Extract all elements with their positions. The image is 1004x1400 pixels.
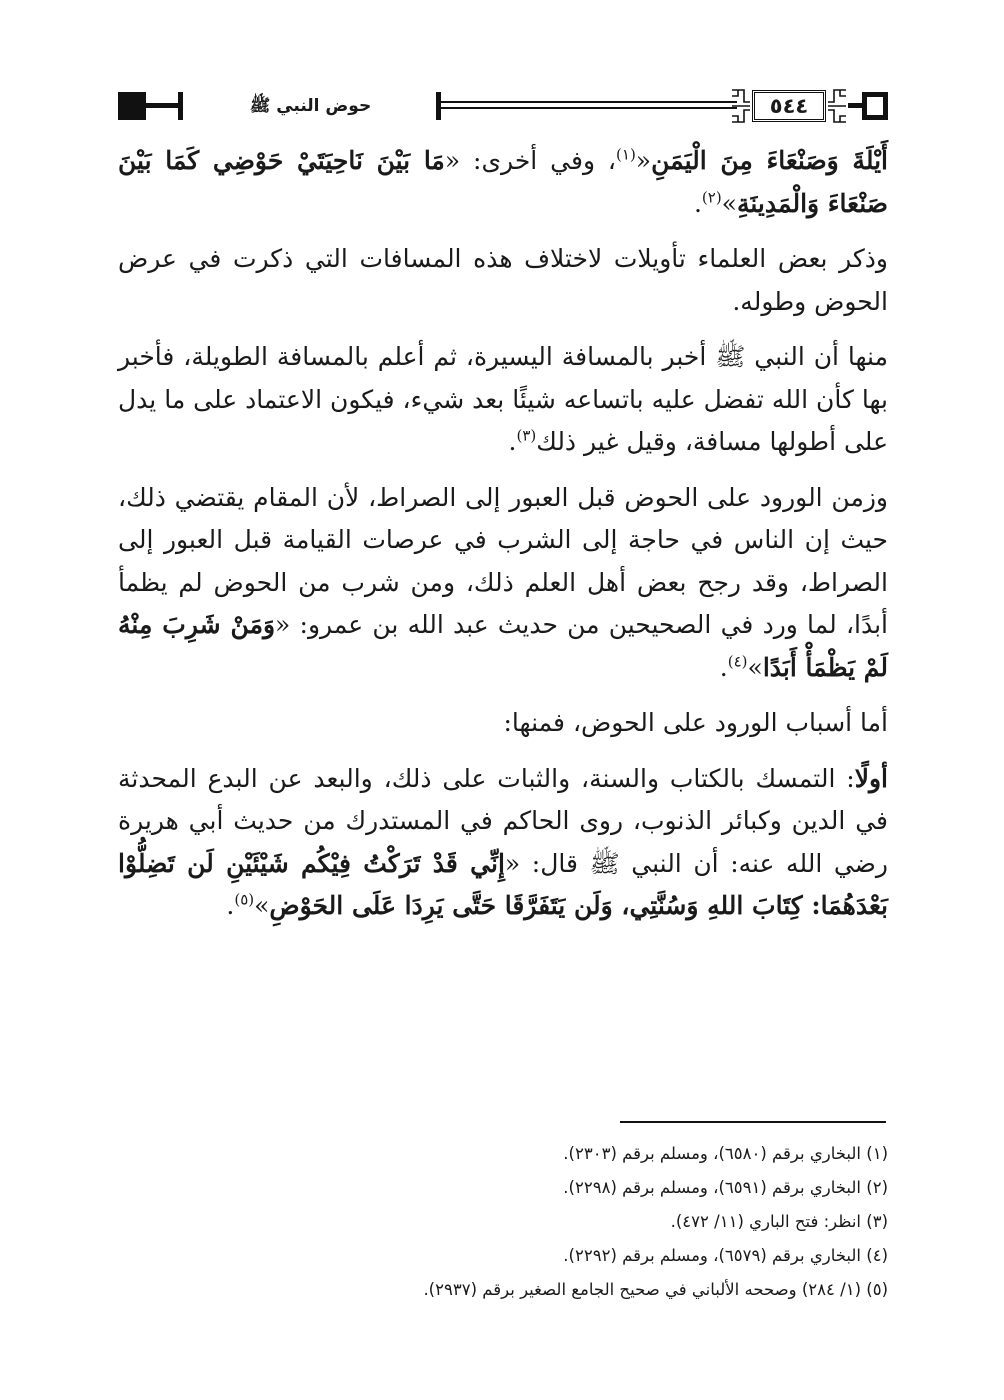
paragraph-text: : التمسك بالكتاب والسنة، والثبات على ذلك، والبعد عن البدع المحدثة في الدين وكبائر الذنوب، روى الحاكم في المستدرك من حديث أبي هريرة رضي الله عنه: أن النبي ﷺ قال: « [118,763,888,878]
paragraph [118,477,888,690]
main-text [118,140,888,928]
hadith-quote: مَا بَيْنَ نَاحِيَتَيْ حَوْضِي كَمَا بَيْنَ صَنْعَاءَ وَالْمَدِينَةِ [118,146,888,218]
hadith-quote: وَمَنْ شَرِبَ مِنْهُ لَمْ يَظْمَأْ أَبَدًا [118,610,888,682]
punctuation: . [719,652,728,682]
footnote: (٣) انظر: فتح الباري (١١/ ٤٧٢). [670,1212,888,1231]
quote-close: » [254,891,270,920]
punctuation: . [226,891,235,920]
hadith-quote: أَيْلَةَ وَصَنْعَاءَ مِنَ الْيَمَنِ [651,146,889,175]
footnote: (٥) (١/ ٢٨٤) وصححه الألباني في صحيح الجامع الصغير برقم (٢٩٣٧). [423,1280,888,1299]
paragraph: وذكر بعض العلماء تأويلات لاختلاف هذه المسافات التي ذكرت في عرض الحوض وطوله. [118,244,888,316]
header-rule [848,103,862,108]
header-ornament-box [862,92,888,120]
header-ornament-bar [436,92,441,120]
paragraph [118,758,888,928]
footnote-marker: (١) [616,145,636,164]
header-rule [146,103,178,108]
quote-close: » [747,652,763,682]
footnote-separator [620,1121,886,1123]
paragraph [118,336,888,464]
header-ornament-block [118,92,146,120]
footnotes [118,1137,888,1307]
footnote-marker: (٢) [701,188,722,207]
footnote-marker: (٣) [516,426,537,445]
header-rule [441,101,737,103]
punctuation: . [508,427,517,456]
hadith-quote: إِنِّي قَدْ تَرَكْتُ فِيْكُم شَيْئَيْنِ لَن تَضِلُّوْا بَعْدَهُمَا: كِتَابَ اللهِ وَسُنَّتِي، وَلَن يَتَفَرَّقَا حَتَّى يَرِدَا عَلَى الحَوْضِ [118,848,888,920]
header-rule [441,107,737,109]
footnote-marker: (٥) [234,890,255,909]
quote-close: » [721,188,737,218]
list-lead: أولًا [854,763,888,793]
running-head: حوض النبي ﷺ [249,96,372,116]
page-number: ٥٤٤ [752,90,826,122]
header-ornament-bar [178,92,183,120]
page-number-frame [730,86,848,126]
paragraph-text: منها أن النبي ﷺ أخبر بالمسافة اليسيرة، ثم أعلم بالمسافة الطويلة، فأخبر بها كأن الله تفضل عليه باتساعه شيئًا بعد شيء، فيكون الاعتماد على ما يدل على أطولها مسافة، وقيل غير ذلك [118,342,888,456]
paragraph-text: وزمن الورود على الحوض قبل العبور إلى الصراط، لأن المقام يقتضي ذلك، حيث إن الناس في حاجة إلى الشرب في عرصات القيامة قبل العبور إلى الصراط، وقد رجح بعض أهل العلم ذلك، ومن شرب من الحوض لم يظمأ أبدًا، لما ورد في الصحيحين من حديث عبد الله بن عمرو: « [118,482,888,639]
footnote: (٢) البخاري برقم (٦٥٩١)، ومسلم برقم (٢٢٩٨). [563,1178,888,1197]
paragraph-text: ، وفي أخرى: « [444,146,617,175]
footnote: (٤) البخاري برقم (٦٥٧٩)، ومسلم برقم (٢٢٩٢). [563,1246,888,1265]
paragraph: أَيْلَةَ وَصَنْعَاءَ مِنَ الْيَمَنِ«$^{(١)}$، وفي أخرى: «مَا بَيْنَ نَاحِيَتَيْ حَوْضِي كَمَا بَيْنَ صَنْعَاءَ وَالْمَدِينَةِ»$^{(٢)}$. [118,145,889,218]
footnote-marker: (٤) [727,652,748,671]
punctuation: . [693,188,702,218]
page-header [118,86,888,128]
paragraph: أما أسباب الورود على الحوض، فمنها: [503,708,888,737]
footnote: (١) البخاري برقم (٦٥٨٠)، ومسلم برقم (٢٣٠٣). [563,1144,888,1163]
